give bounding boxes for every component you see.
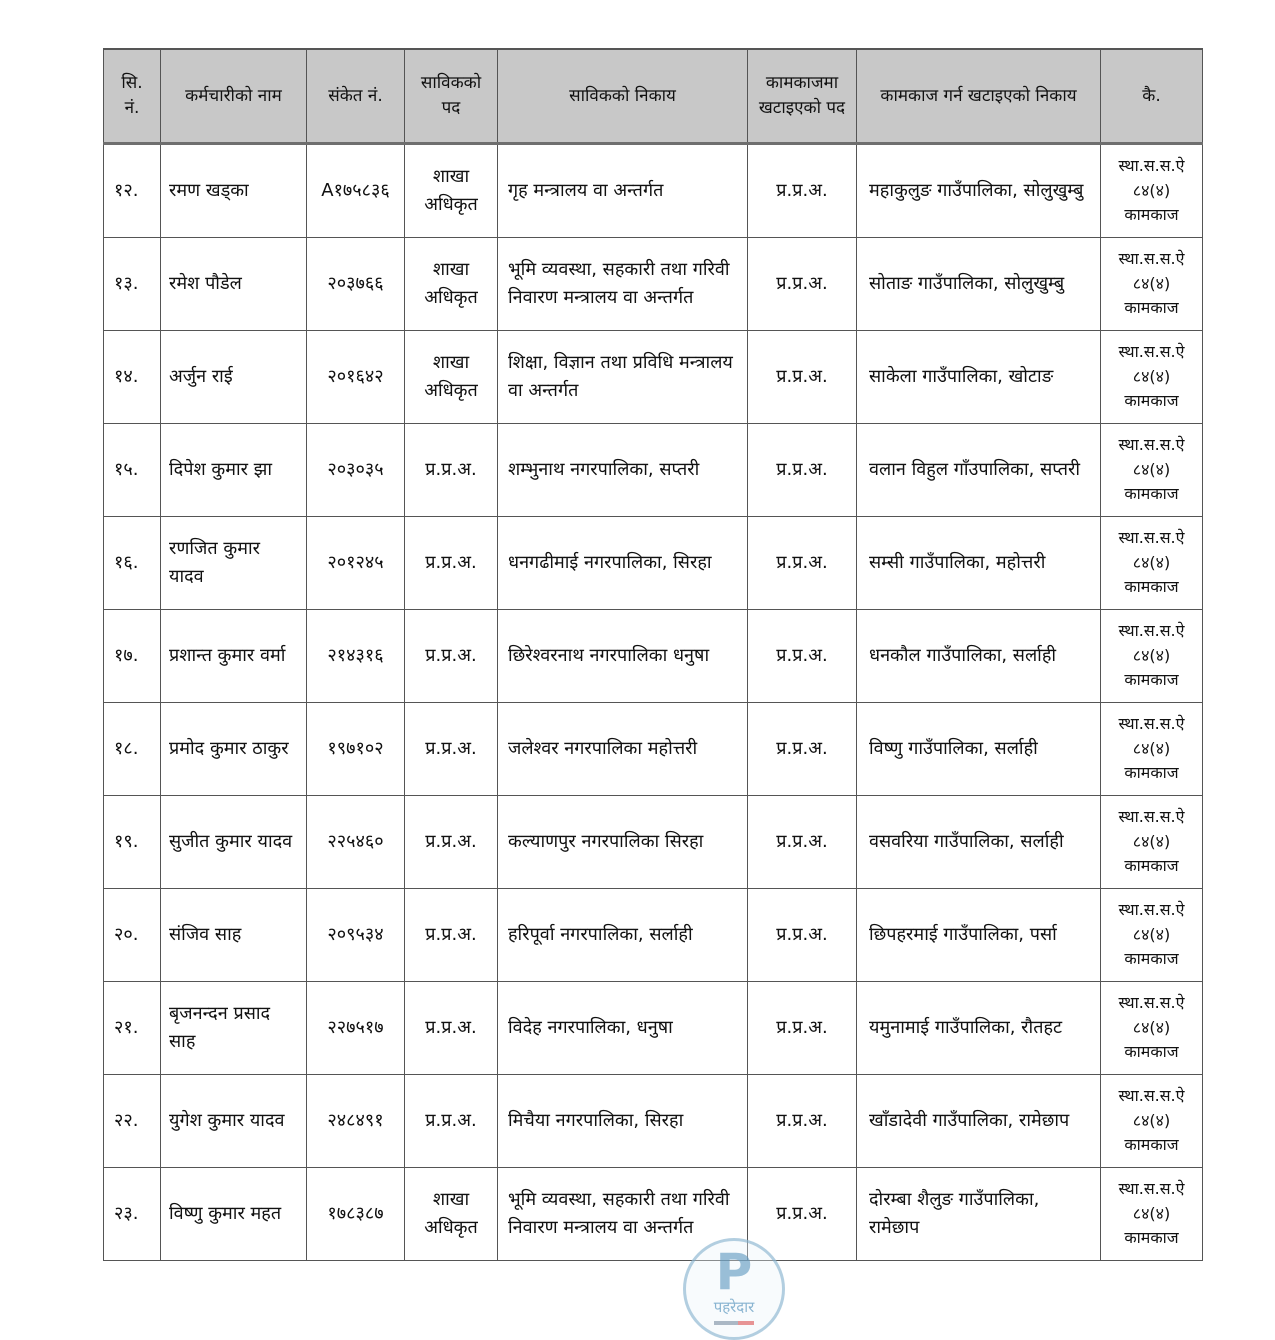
cell-serial-number: १७. [104,610,161,703]
letter-p-logo-icon: P [715,1243,753,1301]
cell-previous-position: प्र.प्र.अ. [405,610,498,703]
cell-assigned-position: प्र.प्र.अ. [748,144,857,238]
remarks-line: स्था.स.स.ऐ [1118,806,1185,826]
remarks-line: ८४(४) [1132,273,1171,293]
header-code-number: संकेत नं. [307,49,405,144]
cell-code-number: २०१२४५ [307,517,405,610]
header-remarks: कै. [1101,49,1203,144]
cell-previous-position: शाखा अधिकृत [405,144,498,238]
cell-employee-name: प्रशान्त कुमार वर्मा [161,610,307,703]
remarks-line: स्था.स.स.ऐ [1118,248,1185,268]
cell-assigned-position: प्र.प्र.अ. [748,517,857,610]
remarks-line: कामकाज [1124,763,1179,783]
cell-employee-name: रमण खड्का [161,144,307,238]
remarks-line: स्था.स.स.ऐ [1118,341,1185,361]
table-body [104,144,1203,1261]
cell-serial-number: १४. [104,331,161,424]
remarks-line: स्था.स.स.ऐ [1118,155,1185,175]
cell-code-number: २०९५३४ [307,889,405,982]
cell-serial-number: २३. [104,1168,161,1261]
cell-assigned-position: प्र.प्र.अ. [748,610,857,703]
table-row [104,1075,1203,1168]
table-row [104,424,1203,517]
remarks-line: स्था.स.स.ऐ [1118,713,1185,733]
cell-code-number: १९७१०२ [307,703,405,796]
cell-assigned-position: प्र.प्र.अ. [748,331,857,424]
cell-previous-position: प्र.प्र.अ. [405,889,498,982]
cell-remarks [1101,889,1203,982]
remarks-line: स्था.स.स.ऐ [1118,1178,1185,1198]
header-serial-number: सि. नं. [104,49,161,144]
remarks-line: कामकाज [1124,205,1179,225]
cell-assigned-office: दोरम्बा शैलुङ गाउँपालिका, रामेछाप [857,1168,1101,1261]
cell-remarks [1101,517,1203,610]
cell-assigned-position: प्र.प्र.अ. [748,424,857,517]
cell-serial-number: १३. [104,238,161,331]
cell-assigned-office: सोताङ गाउँपालिका, सोलुखुम्बु [857,238,1101,331]
cell-assigned-office: साकेला गाउँपालिका, खोटाङ [857,331,1101,424]
remarks-line: ८४(४) [1132,552,1171,572]
cell-previous-office: छिरेश्वरनाथ नगरपालिका धनुषा [498,610,748,703]
remarks-line: स्था.स.स.ऐ [1118,620,1185,640]
cell-serial-number: २०. [104,889,161,982]
cell-previous-office: धनगढीमाई नगरपालिका, सिरहा [498,517,748,610]
cell-assigned-office: सम्सी गाउँपालिका, महोत्तरी [857,517,1101,610]
cell-serial-number: १२. [104,144,161,238]
cell-serial-number: १५. [104,424,161,517]
remarks-line: ८४(४) [1132,738,1171,758]
cell-code-number: १७८३८७ [307,1168,405,1261]
cell-serial-number: २१. [104,982,161,1075]
cell-assigned-office: महाकुलुङ गाउँपालिका, सोलुखुम्बु [857,144,1101,238]
watermark-text: पहरेदार [713,1298,755,1316]
remarks-line: कामकाज [1124,391,1179,411]
remarks-line: कामकाज [1124,949,1179,969]
cell-previous-office: भूमि व्यवस्था, सहकारी तथा गरिवी निवारण मन्त्रालय वा अन्तर्गत [498,1168,748,1261]
header-previous-position: साविकको पद [405,49,498,144]
remarks-line: ८४(४) [1132,1203,1171,1223]
remarks-line: कामकाज [1124,1135,1179,1155]
cell-serial-number: २२. [104,1075,161,1168]
cell-employee-name: प्रमोद कुमार ठाकुर [161,703,307,796]
cell-previous-position: प्र.प्र.अ. [405,982,498,1075]
remarks-line: स्था.स.स.ऐ [1118,899,1185,919]
cell-employee-name: रणजित कुमार यादव [161,517,307,610]
cell-assigned-position: प्र.प्र.अ. [748,889,857,982]
cell-serial-number: १८. [104,703,161,796]
cell-code-number: २२५४६० [307,796,405,889]
cell-code-number: २२७५१७ [307,982,405,1075]
cell-employee-name: अर्जुन राई [161,331,307,424]
cell-previous-office: शिक्षा, विज्ञान तथा प्रविधि मन्त्रालय वा अन्तर्गत [498,331,748,424]
cell-previous-office: विदेह नगरपालिका, धनुषा [498,982,748,1075]
remarks-line: कामकाज [1124,577,1179,597]
cell-assigned-position: प्र.प्र.अ. [748,238,857,331]
table-row [104,982,1203,1075]
cell-remarks [1101,1168,1203,1261]
cell-assigned-office: यमुनामाई गाउँपालिका, रौतहट [857,982,1101,1075]
remarks-line: ८४(४) [1132,645,1171,665]
cell-assigned-position: प्र.प्र.अ. [748,982,857,1075]
cell-previous-office: जलेश्वर नगरपालिका महोत्तरी [498,703,748,796]
remarks-line: स्था.स.स.ऐ [1118,992,1185,1012]
header-employee-name: कर्मचारीको नाम [161,49,307,144]
cell-code-number: २४८४९१ [307,1075,405,1168]
cell-code-number: २०३०३५ [307,424,405,517]
cell-assigned-office: वसवरिया गाउँपालिका, सर्लाही [857,796,1101,889]
cell-previous-office: मिचैया नगरपालिका, सिरहा [498,1075,748,1168]
cell-remarks [1101,144,1203,238]
cell-assigned-office: खाँडादेवी गाउँपालिका, रामेछाप [857,1075,1101,1168]
watermark-bar [714,1321,754,1325]
cell-serial-number: १९. [104,796,161,889]
remarks-line: कामकाज [1124,298,1179,318]
remarks-line: कामकाज [1124,670,1179,690]
cell-assigned-office: विष्णु गाउँपालिका, सर्लाही [857,703,1101,796]
cell-remarks [1101,1075,1203,1168]
cell-remarks [1101,703,1203,796]
table-row [104,331,1203,424]
remarks-line: ८४(४) [1132,180,1171,200]
header-assigned-office: कामकाज गर्न खटाइएको निकाय [857,49,1101,144]
cell-previous-position: प्र.प्र.अ. [405,517,498,610]
cell-assigned-position: प्र.प्र.अ. [748,1168,857,1261]
cell-previous-position: प्र.प्र.अ. [405,703,498,796]
cell-serial-number: १६. [104,517,161,610]
remarks-line: स्था.स.स.ऐ [1118,527,1185,547]
table-row [104,703,1203,796]
table-row [104,144,1203,238]
cell-previous-office: हरिपूर्वा नगरपालिका, सर्लाही [498,889,748,982]
cell-previous-office: शम्भुनाथ नगरपालिका, सप्तरी [498,424,748,517]
cell-code-number: २१४३१६ [307,610,405,703]
remarks-line: कामकाज [1124,1042,1179,1062]
remarks-line: ८४(४) [1132,831,1171,851]
cell-code-number: A१७५८३६ [307,144,405,238]
cell-employee-name: रमेश पौडेल [161,238,307,331]
table-row [104,1168,1203,1261]
cell-employee-name: बृजनन्दन प्रसाद साह [161,982,307,1075]
remarks-line: कामकाज [1124,484,1179,504]
cell-code-number: २०१६४२ [307,331,405,424]
document-page [103,48,1202,1261]
cell-employee-name: दिपेश कुमार झा [161,424,307,517]
table-row [104,796,1203,889]
remarks-line: ८४(४) [1132,1017,1171,1037]
cell-previous-position: प्र.प्र.अ. [405,796,498,889]
cell-assigned-position: प्र.प्र.अ. [748,703,857,796]
remarks-line: कामकाज [1124,856,1179,876]
cell-remarks [1101,331,1203,424]
remarks-line: ८४(४) [1132,459,1171,479]
table-row [104,238,1203,331]
cell-previous-position: प्र.प्र.अ. [405,424,498,517]
cell-assigned-position: प्र.प्र.अ. [748,796,857,889]
cell-remarks [1101,238,1203,331]
cell-previous-office: कल्याणपुर नगरपालिका सिरहा [498,796,748,889]
cell-employee-name: सुजीत कुमार यादव [161,796,307,889]
remarks-line: ८४(४) [1132,924,1171,944]
cell-assigned-office: वलान विहुल गाँउपालिका, सप्तरी [857,424,1101,517]
cell-previous-office: भूमि व्यवस्था, सहकारी तथा गरिवी निवारण मन्त्रालय वा अन्तर्गत [498,238,748,331]
header-previous-office: साविकको निकाय [498,49,748,144]
cell-assigned-office: धनकौल गाउँपालिका, सर्लाही [857,610,1101,703]
remarks-line: ८४(४) [1132,366,1171,386]
cell-remarks [1101,610,1203,703]
table-row [104,889,1203,982]
cell-code-number: २०३७६६ [307,238,405,331]
staff-deployment-table [103,48,1203,1261]
remarks-line: स्था.स.स.ऐ [1118,434,1185,454]
cell-remarks [1101,982,1203,1075]
cell-previous-position: शाखा अधिकृत [405,238,498,331]
header-assigned-position: कामकाजमा खटाइएको पद [748,49,857,144]
remarks-line: कामकाज [1124,1228,1179,1248]
cell-previous-position: शाखा अधिकृत [405,331,498,424]
cell-employee-name: विष्णु कुमार महत [161,1168,307,1261]
cell-remarks [1101,796,1203,889]
cell-previous-office: गृह मन्त्रालय वा अन्तर्गत [498,144,748,238]
cell-previous-position: शाखा अधिकृत [405,1168,498,1261]
table-header-row [104,49,1203,144]
cell-previous-position: प्र.प्र.अ. [405,1075,498,1168]
table-row [104,517,1203,610]
cell-employee-name: युगेश कुमार यादव [161,1075,307,1168]
table-row [104,610,1203,703]
cell-assigned-office: छिपहरमाई गाउँपालिका, पर्सा [857,889,1101,982]
remarks-line: स्था.स.स.ऐ [1118,1085,1185,1105]
cell-assigned-position: प्र.प्र.अ. [748,1075,857,1168]
cell-remarks [1101,424,1203,517]
cell-employee-name: संजिव साह [161,889,307,982]
remarks-line: ८४(४) [1132,1110,1171,1130]
